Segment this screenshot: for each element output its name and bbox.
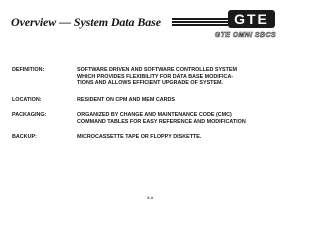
definition-text <box>77 134 292 141</box>
definition-line: ORGANIZED BY CHANGE AND MAINTENANCE CODE (CMC) <box>77 112 232 118</box>
header-rule <box>172 24 228 26</box>
definition-text <box>77 112 292 125</box>
definition-line: COMMAND TABLES FOR EASY REFERENCE AND MODIFICATION <box>77 118 246 125</box>
definition-line: TIONS AND ALLOWS EFFICIENT UPGRADE OF SYSTEM. <box>77 80 224 87</box>
definition-line: WHICH PROVIDES FLEXIBILITY FOR DATA BASE MODIFICA- <box>77 73 234 80</box>
page-number: 3-4 <box>147 195 153 200</box>
definition-line: MICROCASSETTE TAPE OR FLOPPY DISKETTE. <box>77 134 202 140</box>
definition-term: PACKAGING: <box>12 112 47 118</box>
definition-line: SOFTWARE DRIVEN AND SOFTWARE CONTROLLED SYSTEM <box>77 67 238 73</box>
definition-term: BACKUP: <box>12 134 37 140</box>
definition-text <box>77 97 292 104</box>
page-title: Overview — System Data Base <box>11 15 161 29</box>
gte-logo-text: GTE <box>234 11 269 27</box>
header-rule <box>172 21 228 23</box>
logo-subtitle: GTE OMNI SBCS <box>214 32 276 39</box>
definition-term: DEFINITION: <box>12 67 45 73</box>
definition-line: RESIDENT ON CPM AND MEM CARDS <box>77 97 176 103</box>
definition-term: LOCATION: <box>12 97 42 103</box>
header-rule <box>172 18 228 20</box>
definition-text <box>77 67 292 87</box>
